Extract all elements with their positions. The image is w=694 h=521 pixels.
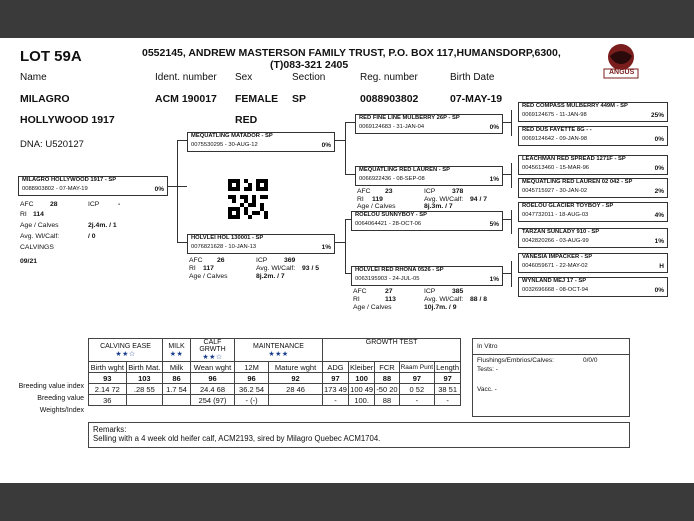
gs1-pct: 0% [489,124,499,131]
col-12m: 12M [235,362,269,373]
calvings-value: 09/21 [20,258,38,265]
cell: - [323,395,349,406]
ident-header: Ident. number [155,72,217,83]
group-calving-ease: CALVING EASE ★★☆ [89,339,163,362]
cell: 2.14 72 [89,384,127,395]
cell: 28 46 [269,384,323,395]
ggp-title: WYNLAND MEJ 17 - SP [522,278,587,284]
cell: 100. [348,395,374,406]
pedigree-ggp-2 [518,126,668,146]
gd2-afc: 27 [385,288,393,295]
ggp-sub: 0046059671 - 22-MAY-02 [522,263,588,269]
gs2-pct: 5% [489,221,499,228]
connector [345,219,346,274]
self-ac: 2j.4m. / 1 [88,222,117,229]
self-aw: / 0 [88,233,96,240]
ebv-value-row [89,384,461,395]
ggp-pct: 0% [654,287,664,294]
row-label-value: Breeding value [37,395,84,402]
ggp-pct: 0% [654,165,664,172]
ggp-title: RED COMPASS MULBERRY 449M - SP [522,103,628,109]
col-raam-punt: Raam Punt [400,363,434,371]
dam-ac-label: Age / Calves [189,273,228,280]
gd1-ri: 119 [372,196,383,203]
cell: 96 [235,373,269,384]
gd1-sub: 0066922436 - 08-SEP-08 [359,176,425,182]
cell [269,395,323,406]
cell: 173 49 [324,384,347,394]
cell: 0 52 [399,384,435,395]
cell: 88 [375,373,399,384]
gd2-aw: 88 / 8 [470,296,488,303]
cell: 100 49 [350,384,374,394]
dam-aw-label: Avg. Wl/Calf: [256,265,296,272]
col-milk: Milk [163,362,191,373]
ggp-sub: 0042820266 - 03-AUG-99 [522,238,589,244]
connector [177,140,187,141]
gs2-title: ROELOU SUNNYBOY - SP [355,212,428,218]
connector [345,122,346,175]
sire-pct: 0% [321,142,331,149]
connector [345,122,355,123]
connector [503,219,511,220]
cell: 38 51 [435,384,461,395]
vitro-tests: Tests: - [477,366,498,373]
pedigree-ggp-4 [518,178,668,198]
cell: 36.2 54 [235,384,269,395]
pedigree-ggp-5 [518,202,668,222]
gd2-ri: 113 [385,296,396,303]
pedigree-sire [187,132,335,152]
gd2-ac-label: Age / Calves [353,304,392,311]
connector [511,163,512,188]
in-vitro-panel [472,338,630,417]
pedigree-ggp-6 [518,228,668,248]
ebv-table [88,338,461,406]
owner-line-2: (T)083-321 2405 [270,59,349,71]
vitro-title: In Vitro [477,343,498,350]
dam-icp: 369 [284,257,296,264]
cell: 24.4 68 [191,384,235,395]
gd1-aw-label: Avg. Wl/Calf: [424,196,464,203]
cell [126,395,162,406]
dam-ri: 117 [203,265,214,272]
cell: .28 55 [126,384,162,395]
connector [177,140,178,243]
self-ri-label: RI [20,211,27,218]
dna-id: DNA: U520127 [20,139,84,150]
self-aw-label: Avg. Wl/Calf: [20,233,60,240]
pedigree-dam-dam [351,266,503,286]
animal-sex: FEMALE [235,93,279,105]
vitro-flushings-label: Flushings/Embrios/Calves: [477,357,554,364]
self-pct: 0% [154,186,164,193]
ggp-pct: 2% [654,188,664,195]
dam-afc-label: AFC [189,257,203,264]
name-header: Name [20,72,47,83]
cell: 97 [399,373,435,384]
ggp-pct: 25% [650,112,664,119]
cell: 1.7 54 [163,384,191,395]
connector [511,261,512,287]
gd2-icp: 385 [452,288,464,295]
gd1-icp: 378 [452,188,464,195]
sire-title: MEQUATLING MATADOR - SP [191,133,273,139]
pedigree-ggp-1 [518,102,668,122]
self-ri: 114 [33,211,44,218]
animal-name: MILAGRO [20,93,70,105]
col-birth-mat: Birth Mat. [126,362,162,373]
col-adg: ADG [323,362,349,373]
pedigree-dam-sire [351,211,503,231]
sire-sub: 0075530295 - 30-AUG-12 [191,142,258,148]
connector [335,140,345,141]
calvings-label: CALVINGS [20,244,54,251]
group-calf-growth: CALF GRWTH ★★☆ [191,339,235,362]
animal-birth: 07-MAY-19 [450,93,503,105]
cell: 96 [191,373,235,384]
ggp-pct: 0% [654,136,664,143]
cell: 254 (97) [191,395,235,406]
cell: - [399,395,435,406]
gd2-title: HOLVLEI RED RHONA 0526 - SP [355,267,444,273]
self-icp: - [118,201,121,208]
ggp-sub: 0069124675 - 11-JAN-98 [522,112,587,118]
gd2-icp-label: ICP [424,288,436,295]
ggp-title: VANESIA IMPACKER - SP [522,254,593,260]
group-milk: MILK ★★ [163,339,191,362]
dam-ac: 8j.2m. / 7 [256,273,285,280]
connector [177,242,187,243]
ggp-title: TARZAN SUNLADY 910 - SP [522,229,600,235]
dam-title: HOLVLEI HOL 130001 - SP [191,235,264,241]
lot-number: LOT 59A [20,48,82,65]
animal-reg: 0088903802 [360,93,419,105]
qr-code [228,179,268,219]
cell: 100 [348,373,374,384]
col-length: Length [436,362,460,372]
dam-aw: 93 / 5 [302,265,320,272]
col-fcr: FCR [375,362,399,373]
pedigree-sire-sire [355,114,503,134]
self-sub: 0088903802 - 07-MAY-19 [22,186,88,192]
pedigree-ggp-7 [518,253,668,273]
ebv-index-row [89,373,461,384]
col-wean-wght: Wean wght [191,362,235,373]
cell: -50 20 [376,384,398,394]
animal-ident: ACM 190017 [155,93,217,105]
connector [503,174,511,175]
self-ac-label: Age / Calves [20,222,59,229]
pedigree-self [18,176,168,196]
gd1-ac: 8j.3m. / 7 [424,203,453,210]
cell: 88 [375,395,399,406]
gd2-ac: 10j.7m. / 9 [424,304,457,311]
dam-pct: 1% [321,244,331,251]
gd1-icp-label: ICP [424,188,436,195]
dam-sub: 0076821628 - 10-JAN-13 [191,244,257,250]
gd1-ac-label: Age / Calves [357,203,396,210]
ebv-header-row [89,362,461,373]
cell: 103 [126,373,162,384]
section-header: Section [292,72,326,83]
pedigree-dam [187,234,335,254]
self-afc-label: AFC [20,201,34,208]
vitro-vacc: Vacc. - [477,386,497,393]
animal-color: RED [235,114,258,126]
cell: - (-) [235,395,269,406]
ggp-title: RED DUS FAYETTE 8G - - [522,127,592,133]
gd2-aw-label: Avg. Wl/Calf: [424,296,464,303]
col-birth-wght: Birth wght [89,362,127,373]
gd2-sub: 0063195903 - 24-JUL-05 [355,276,420,282]
ebv-group-row [89,339,461,362]
ggp-pct: 4% [654,212,664,219]
remarks-label: Remarks: [93,425,127,434]
cell: 97 [435,373,461,384]
cell: 86 [163,373,191,384]
ggp-sub: 0045613460 - 15-MAR-96 [522,165,590,171]
divider [473,354,629,355]
gs2-sub: 0064064421 - 28-OCT-06 [355,221,422,227]
group-maintenance: MAINTENANCE ★★★ [235,339,323,362]
logo-text: ANGUS [609,69,635,76]
gs1-title: RED FINE LINE MULBERRY 26P - SP [359,115,460,121]
pedigree-sire-dam [355,166,503,186]
col-kleiber: Kleiber [349,362,374,372]
connector [503,273,511,274]
remarks-box [88,422,630,448]
ggp-title: MEQUATLING RED LAUREN 02 042 - SP [522,179,633,185]
ggp-title: ROELOU GLACIER TOYBOY - SP [522,203,614,209]
gs1-sub: 0069124683 - 31-JAN-04 [359,124,425,130]
gd2-ri-label: RI [353,296,360,303]
gd1-title: MEQUATLING RED LAUREN - SP [359,167,451,173]
row-label-weights: Weights/Index [39,407,84,414]
dam-afc: 26 [217,257,225,264]
gd1-afc: 23 [385,188,393,195]
connector [335,242,345,243]
sex-header: Sex [235,72,253,83]
ebv-weights-row [89,395,461,406]
connector [503,122,511,123]
gd1-ri-label: RI [357,196,364,203]
self-title: MILAGRO HOLLYWOOD 1917 - SP [22,177,117,183]
animal-section: SP [292,93,307,105]
vitro-flushings-value: 0/0/0 [583,357,598,364]
gd1-aw: 94 / 7 [470,196,488,203]
cell: 36 [89,395,127,406]
ggp-sub: 0032696668 - 08-OCT-94 [522,287,589,293]
connector [511,110,512,136]
group-growth-test: GROWTH TEST [323,339,461,362]
remarks-text: Selling with a 4 week old heifer calf, ACM2193, sired by Milagro Quebec ACM1704. [93,434,381,443]
gd2-afc-label: AFC [353,288,367,295]
dam-ri-label: RI [189,265,196,272]
ggp-title: LEACHMAN RED SPREAD 1271F - SP [522,156,626,162]
self-afc: 28 [50,201,58,208]
cell: 92 [269,373,323,384]
cell [163,395,191,406]
gd1-afc-label: AFC [357,188,371,195]
owner-line-1: 0552145, ANDREW MASTERSON FAMILY TRUST, P.O. BOX 117,HUMANSDORP,6300, [142,47,561,59]
ggp-sub: 0047732011 - 18-AUG-03 [522,212,589,218]
connector [345,174,355,175]
reg-header: Reg. number [360,72,418,83]
gd2-pct: 1% [489,276,499,283]
dam-icp-label: ICP [256,257,268,264]
birth-header: Birth Date [450,72,495,83]
self-icp-label: ICP [88,201,100,208]
ggp-sub: 0069124642 - 09-JAN-98 [522,136,588,142]
pedigree-ggp-3 [518,155,668,175]
ggp-sub: 0045715927 - 30-JAN-02 [522,188,588,194]
cell: 93 [89,373,127,384]
ggp-pct: 1% [654,238,664,245]
cell: - [435,395,461,406]
row-label-index: Breeding value index [18,383,84,390]
herd-name: HOLLYWOOD 1917 [20,114,115,126]
connector [511,210,512,234]
pedigree-ggp-8 [518,277,668,297]
cell: 97 [323,373,349,384]
lot-page [0,38,694,483]
ggp-pct: H [659,263,664,270]
col-mature-wght: Mature wght [269,362,323,373]
angus-logo [600,42,642,80]
gd1-pct: 1% [489,176,499,183]
